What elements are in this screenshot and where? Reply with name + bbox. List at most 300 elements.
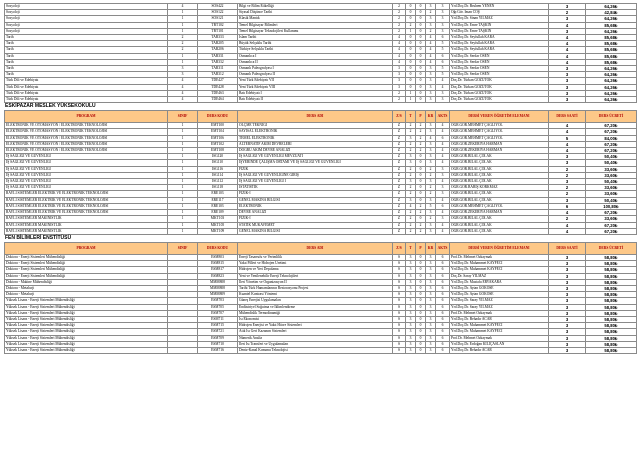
cell-ders-adi: GENEL MAKİNA BİLGİSİ	[238, 197, 393, 203]
cell-ogretim-elemani: Yrd.Doç.Dr. Sinan YILMAZ	[450, 16, 549, 22]
cell-ogretim-elemani: ÖĞR.GÖR.BİLAL ÇOLAK	[450, 154, 549, 160]
cell-sinif: 1	[168, 59, 198, 65]
cell-ders-saati: 3	[549, 90, 586, 96]
cell-akts: 3	[436, 191, 450, 197]
cell-sinif: 1	[168, 16, 198, 22]
cell-t: 0	[406, 53, 416, 59]
header-ders-adi: DERS ADI	[238, 242, 393, 254]
cell-kr: 3	[426, 22, 436, 28]
cell-akts: 6	[436, 254, 450, 260]
cell-kr: 3	[426, 267, 436, 273]
cell-ders-kodu: ESM715	[198, 323, 238, 329]
cell-ogretim-elemani: Yrd.Doç.Dr. Behadır ACAR	[450, 316, 549, 322]
cell-ders-ucreti: 58,80₺	[586, 292, 637, 298]
cell-ogretim-elemani: ÖĞR.GÖR.BARIŞ KORKMAZ	[450, 185, 549, 191]
cell-kr: 3	[426, 4, 436, 10]
header-ders-kodu: DERS KODU	[198, 111, 238, 123]
cell-ogretim-elemani: Yrd.Doç.Dr. Muhammet KAYFECİ	[450, 267, 549, 273]
cell-program: Tarih	[5, 59, 168, 65]
top-table-body	[5, 4, 637, 103]
cell-akts: 4	[436, 84, 450, 90]
cell-ders-adi: Endüstriyel Soğutma ve İklimlendirme	[238, 304, 393, 310]
cell-ders-kodu: ESM823	[198, 273, 238, 279]
cell-ogretim-elemani: ÖĞR.GÖR.MEHMET ÇAĞLIYOL	[450, 135, 549, 141]
cell-ders-saati: 4	[549, 47, 586, 53]
cell-ders-kodu: EMT100	[198, 123, 238, 129]
cell-akts: 6	[436, 35, 450, 41]
cell-ders-saati: 4	[549, 59, 586, 65]
cell-zs: Z	[393, 179, 406, 185]
cell-ders-kodu: ESM711	[198, 316, 238, 322]
cell-kr: 3	[426, 90, 436, 96]
cell-ders-saati: 3	[549, 154, 586, 160]
cell-program: İŞ SAĞLIĞI VE GÜVENLİĞİ	[5, 160, 168, 166]
cell-t: 3	[406, 310, 416, 316]
cell-program: İŞ SAĞLIĞI VE GÜVENLİĞİ	[5, 166, 168, 172]
header-kr: KR	[426, 242, 436, 254]
cell-zs: Z	[393, 228, 406, 234]
cell-zs: 3	[393, 84, 406, 90]
cell-p: 0	[416, 310, 426, 316]
cell-ders-kodu: İSG120	[198, 154, 238, 160]
cell-zs: S	[393, 279, 406, 285]
cell-t: 2	[406, 141, 416, 147]
cell-zs: S	[393, 304, 406, 310]
cell-ders-saati: 4	[549, 53, 586, 59]
cell-akts: 6	[436, 285, 450, 291]
cell-zs: 3	[393, 72, 406, 78]
cell-ders-saati: 4	[549, 129, 586, 135]
cell-sinif: 1	[168, 154, 198, 160]
cell-ders-ucreti: 64,26₺	[586, 78, 637, 84]
cell-p: 0	[416, 254, 426, 260]
cell-ogretim-elemani: Yrd.Doç.Dr. Behadır ACAR	[450, 347, 549, 353]
cell-t: 0	[406, 41, 416, 47]
cell-sinif: 1	[168, 228, 198, 234]
cell-akts: 6	[436, 279, 450, 285]
cell-program: Sosyoloji	[5, 10, 168, 16]
table-row	[5, 347, 637, 353]
cell-sinif: 1	[168, 166, 198, 172]
cell-ders-ucreti: 67,20₺	[586, 148, 637, 154]
cell-akts: 4	[436, 228, 450, 234]
cell-p: 0	[416, 191, 426, 197]
cell-kr: 3	[426, 160, 436, 166]
cell-program: Tarih	[5, 41, 168, 47]
cell-kr: 2	[426, 10, 436, 16]
cell-sinif: 1	[168, 28, 198, 34]
cell-ogretim-elemani: Yrd.Doç.Dr. Aytan GÖKÖSE	[450, 292, 549, 298]
cell-program: Yüksek Lisans - Enerji Sistemleri Mühendisliği	[5, 298, 168, 304]
cell-akts: 3	[436, 97, 450, 103]
header-sinif: SINIF	[168, 111, 198, 123]
cell-sinif: 1	[168, 179, 198, 185]
cell-ders-kodu: TDE427	[198, 78, 238, 84]
cell-ders-saati: 2	[549, 172, 586, 178]
cell-ders-kodu: EMT106	[198, 135, 238, 141]
cell-ogretim-elemani: Yrd.Doç.Dr. Serdar ÖSEN	[450, 53, 549, 59]
cell-sinif: 1	[168, 185, 198, 191]
cell-akts: 3	[436, 90, 450, 96]
cell-ders-ucreti: 67,20₺	[586, 210, 637, 216]
cell-t: 2	[406, 148, 416, 154]
cell-program: Doktora - Enerji Sistemleri Mühendisliği	[5, 273, 168, 279]
cell-zs: S	[393, 341, 406, 347]
cell-sinif: 4	[168, 4, 198, 10]
cell-p: 0	[416, 172, 426, 178]
cell-ders-adi: GENEL MAKİNA BİLGİSİ	[238, 228, 393, 234]
cell-t: 0	[406, 4, 416, 10]
cell-kr: 3	[426, 273, 436, 279]
cell-kr: 3	[426, 66, 436, 72]
cell-ders-saati: 3	[549, 323, 586, 329]
cell-p: 0	[416, 316, 426, 322]
cell-akts: 4	[436, 222, 450, 228]
cell-kr: 3	[426, 254, 436, 260]
cell-zs: Z	[393, 191, 406, 197]
cell-zs: S	[393, 267, 406, 273]
cell-t: 2	[406, 166, 416, 172]
table-header-row	[5, 242, 637, 254]
cell-ders-saati: 5	[549, 135, 586, 141]
cell-p: 0	[416, 285, 426, 291]
cell-p: 0	[416, 261, 426, 267]
cell-p: 0	[416, 41, 426, 47]
cell-zs: S	[393, 347, 406, 353]
cell-t: 2	[406, 216, 416, 222]
cell-ders-adi: Güneş Enerjisi Uygulamaları	[238, 298, 393, 304]
header-zs: Z/S	[393, 111, 406, 123]
header-sinif: SINIF	[168, 242, 198, 254]
table-row	[5, 228, 637, 234]
cell-zs: Z	[393, 154, 406, 160]
cell-akts: 6	[436, 335, 450, 341]
cell-kr: 2	[426, 28, 436, 34]
fen-bilimleri-table-body	[5, 254, 637, 353]
cell-akts: 4	[436, 148, 450, 154]
cell-t: 2	[406, 222, 416, 228]
cell-ogretim-elemani: ÖĞR.GÖR.BİLAL ÇOLAK	[450, 179, 549, 185]
cell-zs: Z	[393, 185, 406, 191]
cell-zs: S	[393, 273, 406, 279]
cell-ders-saati: 4	[549, 35, 586, 41]
cell-ders-ucreti: 33,60₺	[586, 216, 637, 222]
cell-ders-ucreti: 50,40₺	[586, 197, 637, 203]
cell-zs: S	[393, 335, 406, 341]
cell-ogretim-elemani: ÖĞR.GÖR.MEHMET ÇAĞLIYOL	[450, 129, 549, 135]
cell-ders-kodu: EMT104	[198, 129, 238, 135]
cell-zs: S	[393, 254, 406, 260]
cell-ders-kodu: TAR331	[198, 53, 238, 59]
cell-t: 2	[406, 191, 416, 197]
cell-ders-kodu: İSG114	[198, 172, 238, 178]
cell-ders-kodu: ESM707	[198, 310, 238, 316]
cell-ders-adi: ELEKTRONİK	[238, 203, 393, 209]
header-ders-saati: DERS SAATİ	[549, 111, 586, 123]
cell-ders-adi: Temel Bilgisayar Bilimleri	[238, 22, 393, 28]
cell-kr: 4	[426, 53, 436, 59]
cell-sinif: 2	[168, 47, 198, 53]
cell-program: Yüksek Lisans - Enerji Sistemleri Mühendisliği	[5, 304, 168, 310]
cell-p: 2	[416, 228, 426, 234]
cell-sinif: 1	[168, 160, 198, 166]
cell-zs: 2	[393, 4, 406, 10]
cell-zs: 2	[393, 90, 406, 96]
cell-kr: 3	[426, 310, 436, 316]
cell-t: 0	[406, 35, 416, 41]
cell-p: 0	[416, 97, 426, 103]
cell-p: 0	[416, 335, 426, 341]
cell-ders-saati: 3	[549, 72, 586, 78]
cell-zs: 4	[393, 35, 406, 41]
cell-ders-saati: 4	[549, 148, 586, 154]
cell-ders-adi: Mühendislik Termodinamiği	[238, 310, 393, 316]
cell-ders-adi: Osmanlı Paleografyası I	[238, 66, 393, 72]
cell-ogretim-elemani: ÖĞR.GÖR.BİLAL ÇOLAK	[450, 172, 549, 178]
cell-ders-saati: 3	[549, 97, 586, 103]
cell-sinif: 3	[168, 66, 198, 72]
cell-kr: 2	[426, 172, 436, 178]
cell-ders-adi: Osmanlı Paleografyası II	[238, 72, 393, 78]
cell-zs: Z	[393, 166, 406, 172]
cell-program: Sosyoloji	[5, 16, 168, 22]
cell-ders-adi: Batı Edebiyatı I	[238, 90, 393, 96]
cell-p: 0	[416, 197, 426, 203]
cell-ders-adi: Osmanlıca II	[238, 59, 393, 65]
cell-t: 3	[406, 160, 416, 166]
cell-t: 3	[406, 341, 416, 347]
cell-ders-kodu: TBT101	[198, 28, 238, 34]
cell-t: 2	[406, 172, 416, 178]
cell-ogretim-elemani: Yrd.Doç.Dr. Serdar ÖSEN	[450, 72, 549, 78]
cell-t: 1	[406, 97, 416, 103]
cell-akts: 3	[436, 4, 450, 10]
cell-ders-ucreti: 64,26₺	[586, 72, 637, 78]
cell-kr: 2	[426, 166, 436, 172]
cell-p: 0	[416, 78, 426, 84]
cell-t: 3	[406, 279, 416, 285]
cell-ders-ucreti: 67,20₺	[586, 129, 637, 135]
cell-ders-saati: 2	[549, 10, 586, 16]
cell-kr: 3	[426, 228, 436, 234]
cell-ders-ucreti: 85,68₺	[586, 41, 637, 47]
cell-program: Türk Dili ve Edebiyatı	[5, 84, 168, 90]
cell-ogretim-elemani: Yrd.Doç.Dr. Emre TAŞKIN	[450, 22, 549, 28]
cell-ders-kodu: ESM803	[198, 254, 238, 260]
cell-ders-ucreti: 58,80₺	[586, 254, 637, 260]
cell-t: 3	[406, 285, 416, 291]
cell-ders-kodu: ESM710	[198, 341, 238, 347]
cell-ders-adi: Temel Bilgisayar Teknolojileri Kullanımı	[238, 28, 393, 34]
cell-ders-ucreti: 64,26₺	[586, 90, 637, 96]
cell-ders-saati: 3	[549, 261, 586, 267]
cell-ders-kodu: TDE428	[198, 84, 238, 90]
cell-sinif: 1	[168, 135, 198, 141]
cell-ders-ucreti: 58,80₺	[586, 341, 637, 347]
cell-ders-adi: İleri Yönetim ve Organizasyon II	[238, 279, 393, 285]
cell-program: Tarih	[5, 66, 168, 72]
cell-akts: 6	[436, 329, 450, 335]
cell-akts: 5	[436, 47, 450, 53]
cell-akts: 6	[436, 310, 450, 316]
header-zs: Z/S	[393, 242, 406, 254]
cell-akts: 6	[436, 267, 450, 273]
cell-ogretim-elemani: ÖĞR.GÖR.BİLAL ÇOLAK	[450, 197, 549, 203]
cell-ders-ucreti: 58,80₺	[586, 298, 637, 304]
cell-t: 0	[406, 78, 416, 84]
cell-kr: 3	[426, 298, 436, 304]
header-kr: KR	[426, 111, 436, 123]
cell-p: 0	[416, 59, 426, 65]
cell-program: Türk Dili ve Edebiyatı	[5, 97, 168, 103]
cell-sinif: 1	[168, 216, 198, 222]
cell-t: 3	[406, 347, 416, 353]
cell-program: ELEKTRONİK VE OTOMASYON / ELEKTRONİK TEKNOLOJİSİ	[5, 129, 168, 135]
cell-zs: S	[393, 316, 406, 322]
cell-ders-adi: İŞ SAĞLIĞI VE GÜVENLİĞİ MEVZUATI	[238, 154, 393, 160]
cell-ders-kodu: ESM817	[198, 267, 238, 273]
cell-ders-saati: 3	[549, 341, 586, 347]
cell-t: 0	[406, 16, 416, 22]
cell-t: 2	[406, 129, 416, 135]
cell-zs: Z	[393, 222, 406, 228]
cell-zs: S	[393, 323, 406, 329]
cell-zs: 2	[393, 28, 406, 34]
cell-akts: 4	[436, 179, 450, 185]
cell-kr: 4	[426, 59, 436, 65]
cell-t: 1	[406, 28, 416, 34]
cell-zs: Z	[393, 160, 406, 166]
cell-program: İŞ SAĞLIĞI VE GÜVENLİĞİ	[5, 179, 168, 185]
cell-kr: 3	[426, 123, 436, 129]
cell-kr: 3	[426, 148, 436, 154]
cell-p: 0	[416, 22, 426, 28]
cell-kr: 3	[426, 129, 436, 135]
cell-ders-saati: 3	[549, 66, 586, 72]
cell-ders-saati: 2	[549, 191, 586, 197]
cell-program: Doktora - Metalurji	[5, 292, 168, 298]
cell-akts: 3	[436, 10, 450, 16]
cell-program: Sosyoloji	[5, 28, 168, 34]
cell-p: 2	[416, 222, 426, 228]
cell-p: 0	[416, 347, 426, 353]
cell-t: 3	[406, 292, 416, 298]
cell-p: 2	[416, 141, 426, 147]
cell-ders-kodu: SOS422	[198, 4, 238, 10]
cell-zs: 2	[393, 97, 406, 103]
cell-ders-kodu: İSG118	[198, 185, 238, 191]
cell-ders-ucreti: 33,60₺	[586, 172, 637, 178]
cell-ders-saati: 3	[549, 304, 586, 310]
cell-sinif: 1	[168, 129, 198, 135]
cell-ders-ucreti: 67,20₺	[586, 228, 637, 234]
cell-ders-ucreti: 33,60₺	[586, 185, 637, 191]
eskipazar-table-body	[5, 123, 637, 235]
cell-ders-adi: Deniz-Kanal Konumu Teknolojisi	[238, 347, 393, 353]
cell-program: RAYLI SİSTEMLER ELEKTRİK VE ELEKTRONİK TEKNOLOJİSİ	[5, 197, 168, 203]
cell-ogretim-elemani: ÖĞR.GÖR.ZEKERİYA HARMAN	[450, 148, 549, 154]
cell-ders-adi: Atık Isı Geri Kazanım Sistemleri	[238, 329, 393, 335]
cell-ders-kodu: TAR311	[198, 66, 238, 72]
cell-t: 3	[406, 323, 416, 329]
cell-sinif: 4	[168, 97, 198, 103]
cell-program: RAYLI SİSTEMLER MAKİNİSTLİK	[5, 222, 168, 228]
cell-ders-adi: İleri Isı Transferi ve Uygulamaları	[238, 341, 393, 347]
cell-ders-kodu: ERE103	[198, 203, 238, 209]
cell-ders-adi: DOĞRU AKIM DEVRE ANALİZİ	[238, 148, 393, 154]
header-p: P	[416, 242, 426, 254]
cell-ders-ucreti: 100,80₺	[586, 203, 637, 209]
cell-ders-saati: 3	[549, 267, 586, 273]
cell-ogretim-elemani: Yrd.Doç.Dr. Erdoğan KILIÇASLAN	[450, 341, 549, 347]
cell-p: 2	[416, 129, 426, 135]
cell-akts: 6	[436, 304, 450, 310]
cell-ogretim-elemani: Doç.Dr. Saray YILMAZ	[450, 273, 549, 279]
cell-ders-ucreti: 85,68₺	[586, 53, 637, 59]
cell-p: 2	[416, 148, 426, 154]
cell-program: RAYLI SİSTEMLER ELEKTRİK VE ELEKTRONİK TEKNOLOJİSİ	[5, 210, 168, 216]
cell-ders-kodu: TBT102	[198, 22, 238, 28]
cell-ders-kodu: MMM809	[198, 292, 238, 298]
cell-ders-saati: 4	[549, 123, 586, 129]
cell-kr: 3	[426, 335, 436, 341]
cell-ders-ucreti: 64,26₺	[586, 4, 637, 10]
cell-ders-adi: Osmanlıca I	[238, 53, 393, 59]
cell-zs: 2	[393, 22, 406, 28]
cell-akts: 3	[436, 185, 450, 191]
cell-p: 0	[416, 329, 426, 335]
cell-ders-adi: DEVRE ANALİZİ	[238, 210, 393, 216]
cell-kr: 2	[426, 216, 436, 222]
cell-ders-kodu: ESM716	[198, 347, 238, 353]
cell-ogretim-elemani: Doç.Dr. Türkan GÖZÜTOK	[450, 78, 549, 84]
cell-akts: 6	[436, 203, 450, 209]
cell-kr: 3	[426, 210, 436, 216]
cell-sinif: 4	[168, 90, 198, 96]
cell-ders-kodu: İSG110	[198, 160, 238, 166]
cell-ders-adi: İslam Tarihi	[238, 35, 393, 41]
cell-akts: 6	[436, 292, 450, 298]
cell-ogretim-elemani: Prof.Dr. Mehmet Özkaymak	[450, 310, 549, 316]
cell-ogretim-elemani: ÖĞR.GÖR.BİLAL ÇOLAK	[450, 191, 549, 197]
cell-ders-ucreti: 50,40₺	[586, 160, 637, 166]
cell-zs: S	[393, 329, 406, 335]
cell-sinif: 1	[168, 203, 198, 209]
cell-kr: 3	[426, 329, 436, 335]
cell-zs: Z	[393, 135, 406, 141]
cell-zs: Z	[393, 203, 406, 209]
header-t: T	[406, 242, 416, 254]
cell-ders-saati: 3	[549, 285, 586, 291]
cell-t: 3	[406, 316, 416, 322]
cell-ders-saati: 3	[549, 179, 586, 185]
cell-ders-ucreti: 64,26₺	[586, 28, 637, 34]
cell-t: 3	[406, 329, 416, 335]
cell-ogretim-elemani: ÖĞR.GÖR.BİLAL ÇOLAK	[450, 228, 549, 234]
cell-ders-kodu: SOS122	[198, 10, 238, 16]
cell-kr: 3	[426, 285, 436, 291]
cell-t: 2	[406, 228, 416, 234]
cell-ders-adi: Hidrojen ve Yeri Depolama	[238, 267, 393, 273]
cell-zs: Z	[393, 210, 406, 216]
cell-ders-saati: 3	[549, 347, 586, 353]
cell-zs: 4	[393, 47, 406, 53]
cell-program: Yüksek Lisans - Enerji Sistemleri Mühendisliği	[5, 329, 168, 335]
cell-zs: Z	[393, 172, 406, 178]
cell-p: 0	[416, 292, 426, 298]
cell-p: 0	[416, 166, 426, 172]
cell-p: 0	[416, 323, 426, 329]
